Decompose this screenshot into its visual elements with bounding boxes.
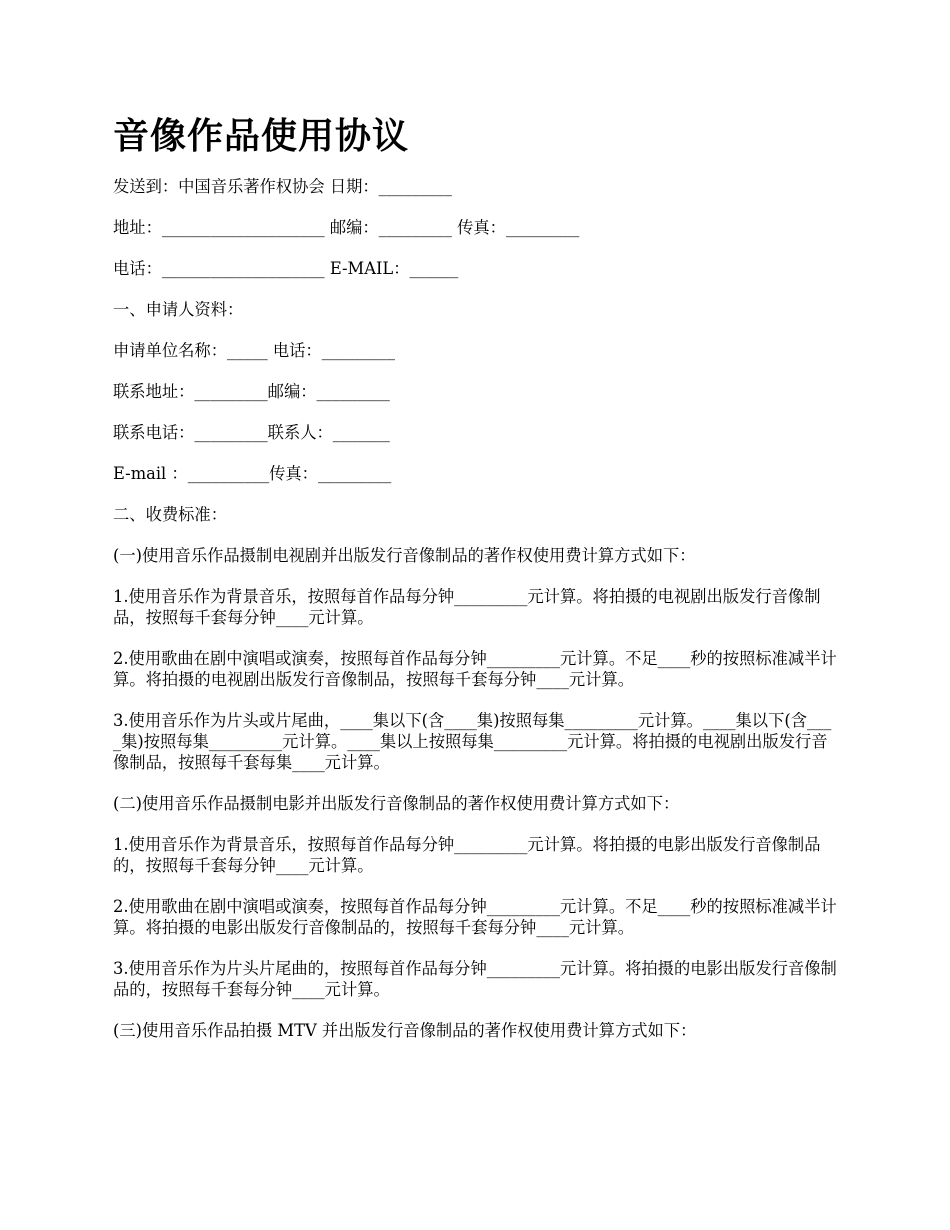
tv-clause-1: 1.使用音乐作为背景音乐，按照每首作品每分钟_________元计算。将拍摄的电视剧出版发行音像制品，按照每千套每分钟____元计算。 (113, 587, 821, 627)
document-page (113, 112, 838, 1061)
contact-phone-line: 联系电话：_________联系人：_______ (113, 423, 390, 442)
film-clause-3: 3.使用音乐作为片头片尾曲的，按照每首作品每分钟_________元计算。将拍摄的电影出版发行音像制品的，按照每千套每分钟____元计算。 (113, 959, 837, 999)
film-clause-1: 1.使用音乐作为背景音乐，按照每首作品每分钟_________元计算。将拍摄的电影出版发行音像制品的，按照每千套每分钟____元计算。 (113, 835, 821, 875)
film-clause-2: 2.使用歌曲在剧中演唱或演奏，按照每首作品每分钟_________元计算。不足____秒的按照标准减半计算。将拍摄的电影出版发行音像制品的，按照每千套每分钟____元计算。 (113, 897, 837, 937)
section-heading-fees: 二、收费标准： (113, 505, 227, 524)
recipient-line: 发送到：中国音乐著作权协会 日期：_________ (113, 177, 452, 196)
subsection-mtv: (三)使用音乐作品拍摄 MTV 并出版发行音像制品的著作权使用费计算方式如下： (113, 1021, 697, 1040)
address-line: 地址：____________________ 邮编：_________ 传真：_________ (113, 218, 580, 237)
document-title: 音像作品使用协议 (113, 115, 410, 157)
tv-clause-3: 3.使用音乐作为片头或片尾曲，____集以下(含____集)按照每集_________元计算。____集以下(含____集)按照每集_________元计算。____集以上按照每集_________元计算。将拍摄的电视剧出版发行音像制品，按照每千套每集____元计算。 (113, 711, 832, 772)
section-heading-applicant: 一、申请人资料： (113, 300, 244, 319)
tv-clause-2: 2.使用歌曲在剧中演唱或演奏，按照每首作品每分钟_________元计算。不足____秒的按照标准减半计算。将拍摄的电视剧出版发行音像制品，按照每千套每分钟____元计算。 (113, 649, 837, 689)
subsection-film: (二)使用音乐作品摄制电影并出版发行音像制品的著作权使用费计算方式如下： (113, 794, 680, 813)
email-fax-line: E-mail ：__________传真：_________ (113, 464, 392, 483)
applicant-name-line: 申请单位名称：_____ 电话：_________ (113, 341, 395, 360)
contact-address-line: 联系地址：_________邮编：_________ (113, 382, 390, 401)
phone-email-line: 电话：____________________ E-MAIL：______ (113, 259, 459, 278)
subsection-tv: (一)使用音乐作品摄制电视剧并出版发行音像制品的著作权使用费计算方式如下： (113, 546, 696, 565)
